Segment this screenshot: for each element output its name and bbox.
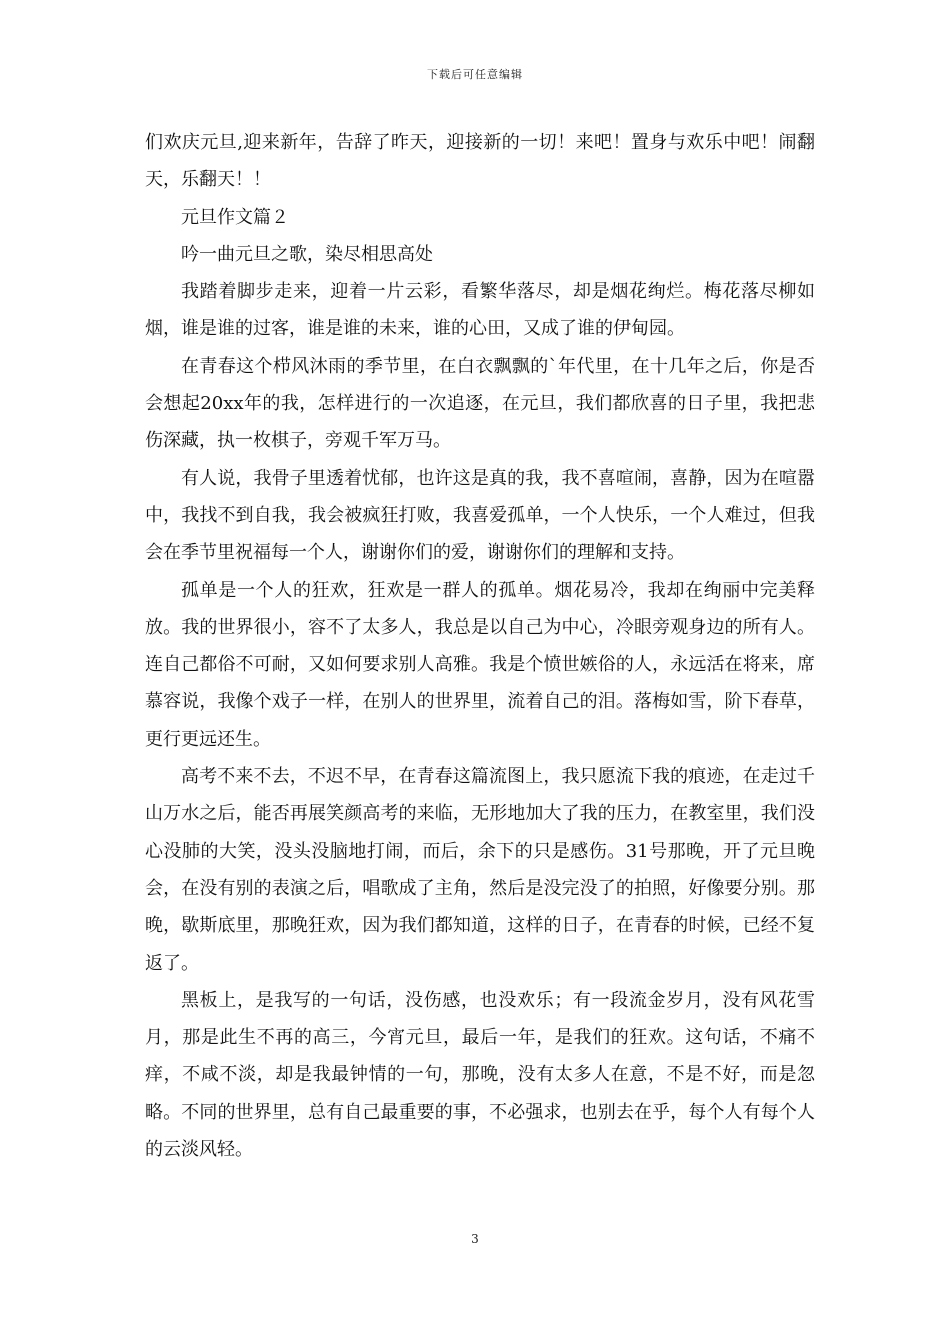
paragraph: 孤单是一个人的狂欢，狂欢是一群人的孤单。烟花易冷，我却在绚丽中完美释放。我的世界很小，容不了太多人，我总是以自己为中心，冷眼旁观身边的所有人。连自己都俗不可耐，又如何要求别人高雅。我是个愤世嫉俗的人，永远活在将来，席慕容说，我像个戏子一样，在别人的世界里，流着自己的泪。落梅如雪，阶下春草，更行更远还生。 [145, 579, 815, 750]
page-header: 下载后可任意编辑 [427, 68, 523, 81]
paragraph: 黑板上，是我写的一句话，没伤感，也没欢乐；有一段流金岁月，没有风花雪月，那是此生不再的高三，今宵元旦，最后一年，是我们的狂欢。这句话，不痛不痒，不咸不淡，却是我最钟情的一句，那晚，没有太多人在意，不是不好，而是忽略。不同的世界里，总有自己最重要的事，不必强求，也别去在乎，每个人有每个人的云淡风轻。 [145, 989, 815, 1161]
essay-title: 吟一曲元旦之歌，染尽相思高处 [181, 243, 433, 265]
page-number: 3 [471, 1232, 479, 1246]
paragraph: 我踏着脚步走来，迎着一片云彩，看繁华落尽，却是烟花绚烂。梅花落尽柳如烟，谁是谁的过客，谁是谁的未来，谁的心田，又成了谁的伊甸园。 [145, 281, 815, 340]
section-title: 元旦作文篇２ [181, 206, 289, 228]
paragraph: 有人说，我骨子里透着忧郁，也许这是真的我，我不喜喧闹，喜静，因为在喧嚣中，我找不到自我，我会被疯狂打败，我喜爱孤单，一个人快乐，一个人难过，但我会在季节里祝福每一个人，谢谢你们的爱，谢谢你们的理解和支持。 [145, 467, 815, 564]
document-body [145, 124, 815, 1168]
paragraph: 在青春这个栉风沐雨的季节里，在白衣飘飘的`年代里，在十几年之后，你是否会想起20xx年的我，怎样进行的一次追逐，在元旦，我们都欣喜的日子里，我把悲伤深藏，执一枚棋子，旁观千军万马。 [145, 355, 815, 452]
paragraph: 高考不来不去，不迟不早，在青春这篇流图上，我只愿流下我的痕迹，在走过千山万水之后，能否再展笑颜高考的来临，无形地加大了我的压力，在教室里，我们没心没肺的大笑，没头没脑地打闹，而后，余下的只是感伤。31号那晚，开了元旦晚会，在没有别的表演之后，唱歌成了主角，然后是没完没了的拍照，好像要分别。那晚，歇斯底里，那晚狂欢，因为我们都知道，这样的日子，在青春的时候，已经不复返了。 [145, 766, 815, 974]
paragraph-continuation: 们欢庆元旦,迎来新年，告辞了昨天，迎接新的一切！来吧！置身与欢乐中吧！闹翻天，乐翻天！！ [145, 132, 815, 191]
